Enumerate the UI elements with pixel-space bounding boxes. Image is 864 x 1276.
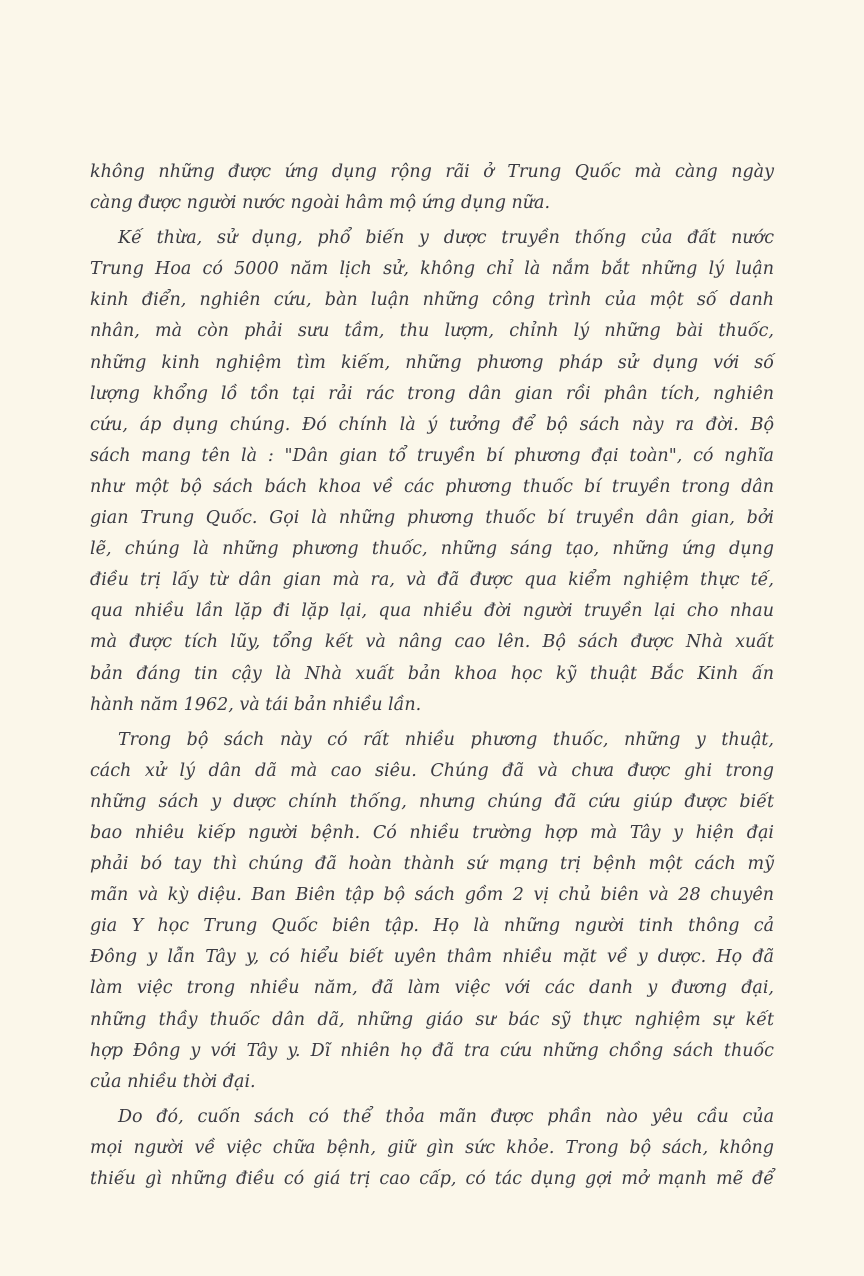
text-line: điều trị lấy từ dân gian mà ra, và đã được qua kiểm nghiệm thực tế, <box>90 570 774 591</box>
text-line: Do đó, cuốn sách có thể thỏa mãn được phần nào yêu cầu của <box>118 1106 774 1127</box>
text-line: mãn và kỳ diệu. Ban Biên tập bộ sách gồm 2 vị chủ biên và 28 chuyên <box>90 885 774 906</box>
text-line: không những được ứng dụng rộng rãi ở Trung Quốc mà càng ngày <box>90 162 774 182</box>
text-line: lượng khổng lồ tồn tại rải rác trong dân gian rồi phân tích, nghiên <box>90 383 774 404</box>
text-line: của nhiều thời đại. <box>90 1071 256 1092</box>
text-line: gia Y học Trung Quốc biên tập. Họ là những người tinh thông cả <box>90 916 774 937</box>
text-line: nhân, mà còn phải sưu tầm, thu lượm, chỉnh lý những bài thuốc, <box>90 321 774 342</box>
text-line: kinh điển, nghiên cứu, bàn luận những công trình của một số danh <box>90 290 774 311</box>
text-line: cứu, áp dụng chúng. Đó chính là ý tưởng để bộ sách này ra đời. Bộ <box>90 414 774 435</box>
text-line: Trong bộ sách này có rất nhiều phương thuốc, những y thuật, <box>118 729 774 750</box>
text-line: qua nhiều lần lặp đi lặp lại, qua nhiều đời người truyền lại cho nhau <box>90 601 774 622</box>
text-line: bao nhiêu kiếp người bệnh. Có nhiều trường hợp mà Tây y hiện đại <box>90 822 774 843</box>
text-line: thiếu gì những điều có giá trị cao cấp, có tác dụng gợi mở mạnh mẽ để <box>90 1169 774 1189</box>
text-line: Kế thừa, sử dụng, phổ biến y dược truyền thống của đất nước <box>118 228 774 249</box>
text-line: càng được người nước ngoài hâm mộ ứng dụng nữa. <box>90 193 551 214</box>
text-line: gian Trung Quốc. Gọi là những phương thuốc bí truyền dân gian, bởi <box>90 508 774 529</box>
text-line: như một bộ sách bách khoa về các phương thuốc bí truyền trong dân <box>90 476 774 497</box>
text-line: mọi người về việc chữa bệnh, giữ gìn sức khỏe. Trong bộ sách, không <box>90 1137 774 1158</box>
text-line: những thầy thuốc dân dã, những giáo sư bác sỹ thực nghiệm sự kết <box>90 1009 774 1030</box>
text-line: sách mang tên là : "Dân gian tổ truyền bí phương đại toàn", có nghĩa <box>90 445 774 466</box>
text-line: phải bó tay thì chúng đã hoàn thành sứ mạng trị bệnh một cách mỹ <box>90 854 774 875</box>
text-line: cách xử lý dân dã mà cao siêu. Chúng đã và chưa được ghi trong <box>90 760 774 781</box>
text-line: những sách y dược chính thống, nhưng chúng đã cứu giúp được biết <box>90 791 774 812</box>
text-line: hợp Đông y với Tây y. Dĩ nhiên họ đã tra cứu những chồng sách thuốc <box>90 1040 774 1061</box>
text-line: Đông y lẫn Tây y, có hiểu biết uyên thâm nhiều mặt về y dược. Họ đã <box>90 947 774 968</box>
text-line: những kinh nghiệm tìm kiếm, những phương pháp sử dụng với số <box>90 352 774 373</box>
text-line: làm việc trong nhiều năm, đã làm việc với các danh y đương đại, <box>90 978 774 999</box>
text-line: hành năm 1962, và tái bản nhiều lần. <box>90 694 422 715</box>
text-line: mà được tích lũy, tổng kết và nâng cao lên. Bộ sách được Nhà xuất <box>90 632 774 653</box>
text-line: Trung Hoa có 5000 năm lịch sử, không chỉ là nắm bắt những lý luận <box>90 259 774 280</box>
text-line: lẽ, chúng là những phương thuốc, những sáng tạo, những ứng dụng <box>90 539 774 560</box>
text-line: bản đáng tin cậy là Nhà xuất bản khoa học kỹ thuật Bắc Kinh ấn <box>90 663 774 684</box>
body-text <box>90 157 774 1195</box>
